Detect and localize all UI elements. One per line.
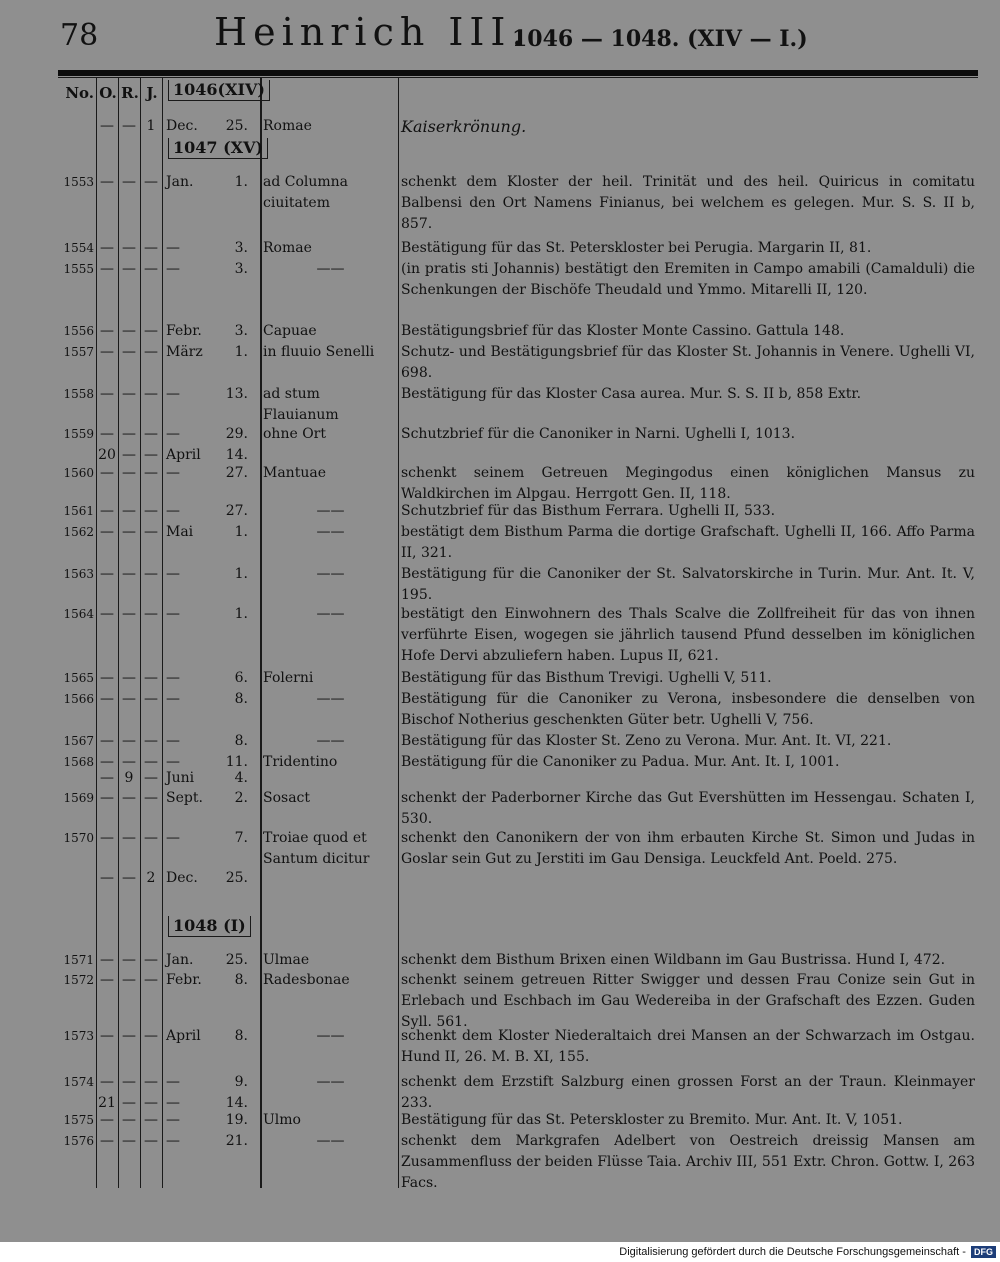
col-j-value: —: [144, 524, 158, 540]
col-j-value: —: [144, 174, 158, 190]
header-rule-thin: [58, 77, 978, 78]
col-j-value: —: [144, 240, 158, 256]
entry-number: 1569: [63, 791, 94, 805]
col-j-value: —: [144, 952, 158, 968]
regest-text: schenkt dem Kloster der heil. Trinität und des heil. Quiricus in comitatu Balbensi den Ort Namens Finianus, bei welchem es gelegen. Mur. S. S. II b, 857.: [401, 174, 975, 232]
entry-number: 1576: [63, 1134, 94, 1148]
page-number: 78: [60, 18, 99, 53]
entry-number: 1560: [63, 466, 94, 480]
col-j-value: —: [144, 691, 158, 707]
col-o-value: —: [100, 754, 114, 770]
col-o-value: —: [100, 261, 114, 277]
col-r-value: —: [122, 754, 136, 770]
month: —: [166, 754, 180, 770]
col-o-value: —: [100, 1112, 114, 1128]
regest-text: Bestätigung für das Kloster St. Zeno zu Verona. Mur. Ant. It. VI, 221.: [401, 733, 892, 749]
regest-text: Schutzbrief für das Bisthum Ferrara. Ughelli II, 533.: [401, 503, 776, 519]
col-header-no: No.: [65, 84, 94, 102]
place: ad stum Flauianum: [263, 386, 339, 423]
col-j-value: —: [144, 972, 158, 988]
regest-text: schenkt dem Bisthum Brixen einen Wildbann im Gau Bustrissa. Hund I, 472.: [401, 952, 946, 968]
month: Febr.: [166, 972, 202, 988]
month: —: [166, 386, 180, 402]
col-o-value: —: [100, 524, 114, 540]
col-o-value: —: [100, 972, 114, 988]
col-r-value: —: [122, 524, 136, 540]
day: 25.: [225, 118, 248, 134]
col-j-value: —: [144, 261, 158, 277]
col-j-value: 1: [146, 118, 156, 134]
entry-number: 1553: [63, 175, 94, 189]
col-r-value: —: [122, 344, 136, 360]
column-divider: [162, 78, 163, 1188]
place: ——: [316, 691, 345, 707]
header-rule: [58, 70, 978, 76]
col-r-value: —: [122, 606, 136, 622]
regest-text: Bestätigung für das Kloster Casa aurea. Mur. S. S. II b, 858 Extr.: [401, 386, 862, 402]
col-o-value: —: [100, 1074, 114, 1090]
place: ——: [316, 524, 345, 540]
col-r-value: —: [122, 1133, 136, 1149]
month: —: [166, 240, 180, 256]
col-r-value: —: [122, 691, 136, 707]
day: 8.: [234, 1028, 248, 1044]
day: 14.: [225, 447, 248, 463]
col-o-value: —: [100, 240, 114, 256]
day: 25.: [225, 870, 248, 886]
col-o-value: —: [100, 118, 114, 134]
month: Jan.: [166, 174, 194, 190]
place: Sosact: [263, 790, 311, 806]
col-header-j: J.: [146, 84, 158, 102]
place: Troiae quod et Santum dicitur: [263, 830, 370, 867]
col-r-value: —: [122, 386, 136, 402]
col-o-value: —: [100, 770, 114, 786]
regest-text: schenkt dem Markgrafen Adelbert von Oestreich dreissig Mansen am Zusammenfluss der beiden Flüsse Taia. Archiv III, 551 Extr. Chron. Gottw. I, 263 Facs.: [401, 1133, 975, 1191]
entry-number: 1559: [63, 427, 94, 441]
entry-number: 1567: [63, 734, 94, 748]
col-r-value: —: [122, 323, 136, 339]
place: in fluuio Senelli: [263, 344, 375, 360]
col-r-value: —: [122, 465, 136, 481]
footer-text: Digitalisierung gefördert durch die Deutsche Forschungsgemeinschaft -: [619, 1246, 966, 1258]
col-j-value: —: [144, 1095, 158, 1111]
col-r-value: —: [122, 240, 136, 256]
entry-number: 1554: [63, 241, 94, 255]
col-j-value: —: [144, 1028, 158, 1044]
col-o-value: —: [100, 691, 114, 707]
col-j-value: —: [144, 465, 158, 481]
day: 27.: [225, 503, 248, 519]
col-j-value: —: [144, 1133, 158, 1149]
month: —: [166, 261, 180, 277]
col-r-value: —: [122, 1112, 136, 1128]
day: 9.: [234, 1074, 248, 1090]
col-o-value: —: [100, 733, 114, 749]
entry-number: 1573: [63, 1029, 94, 1043]
col-o-value: —: [100, 670, 114, 686]
col-j-value: —: [144, 770, 158, 786]
col-o-value: —: [100, 1028, 114, 1044]
year-heading: 1048 (I): [168, 916, 251, 937]
col-j-value: —: [144, 323, 158, 339]
month: März: [166, 344, 203, 360]
month: —: [166, 606, 180, 622]
day: 8.: [234, 972, 248, 988]
place: ——: [316, 1074, 345, 1090]
page-title: Heinrich III.: [214, 10, 530, 54]
month: Jan.: [166, 952, 194, 968]
day: 11.: [225, 754, 248, 770]
regest-text: Bestätigung für die Canoniker zu Verona, insbesondere die denselben von Bischof Notherius geschenkten Güter betr. Ughelli V, 756.: [401, 691, 975, 728]
regest-text: schenkt seinem getreuen Ritter Swigger und dessen Frau Conize sein Gut in Erlebach und Eschbach im Gau Wedereiba in der Grafschaft des Ezzen. Guden Syll. 561.: [401, 972, 975, 1030]
year-heading: 1047 (XV): [168, 138, 268, 159]
col-j-value: —: [144, 790, 158, 806]
col-o-value: —: [100, 344, 114, 360]
col-j-value: —: [144, 566, 158, 582]
col-j-value: —: [144, 426, 158, 442]
col-o-value: —: [100, 465, 114, 481]
col-r-value: —: [122, 1095, 136, 1111]
col-j-value: —: [144, 386, 158, 402]
col-r-value: —: [122, 447, 136, 463]
col-r-value: —: [122, 670, 136, 686]
entry-number: 1571: [63, 953, 94, 967]
col-o-value: —: [100, 1133, 114, 1149]
regest-text: (in pratis sti Johannis) bestätigt den Eremiten in Campo amabili (Camalduli) die Schenkungen der Bischöfe Theudald und Ymmo. Mitarelli II, 120.: [401, 261, 975, 298]
month: —: [166, 503, 180, 519]
regest-text: schenkt seinem Getreuen Megingodus einen königlichen Mansus zu Waldkirchen im Alpgau. Herrgott Gen. II, 118.: [401, 465, 975, 502]
place: Folerni: [263, 670, 314, 686]
col-j-value: —: [144, 447, 158, 463]
day: 29.: [225, 426, 248, 442]
day: 13.: [225, 386, 248, 402]
day: 1.: [234, 174, 248, 190]
month: Dec.: [166, 118, 198, 134]
month: —: [166, 830, 180, 846]
entry-number: 1558: [63, 387, 94, 401]
col-r-value: —: [122, 118, 136, 134]
entry-number: 1568: [63, 755, 94, 769]
month: —: [166, 670, 180, 686]
col-header-o: O.: [99, 84, 117, 102]
place: ——: [316, 261, 345, 277]
place: Romae: [263, 240, 312, 256]
column-divider: [398, 78, 399, 1188]
regest-text: schenkt den Canonikern der von ihm erbauten Kirche St. Simon und Judas in Goslar sein Gut zu Jerstiti im Gau Densiga. Leuckfeld Ant. Poeld. 275.: [401, 830, 975, 867]
col-r-value: —: [122, 952, 136, 968]
col-j-value: —: [144, 1074, 158, 1090]
col-j-value: 2: [146, 870, 156, 886]
col-j-value: —: [144, 606, 158, 622]
month: —: [166, 426, 180, 442]
col-j-value: —: [144, 1112, 158, 1128]
year-heading: 1046(XIV): [168, 80, 270, 101]
col-r-value: —: [122, 1074, 136, 1090]
place: Ulmo: [263, 1112, 301, 1128]
col-o-value: —: [100, 323, 114, 339]
month: —: [166, 566, 180, 582]
footer: [0, 1246, 996, 1258]
month: —: [166, 691, 180, 707]
day: 3.: [234, 261, 248, 277]
col-r-value: —: [122, 503, 136, 519]
place: ad Columna ciuitatem: [263, 174, 349, 211]
place: Tridentino: [263, 754, 338, 770]
col-r-value: —: [122, 261, 136, 277]
place: ——: [316, 606, 345, 622]
entry-number: 1556: [63, 324, 94, 338]
col-o-value: 21: [98, 1095, 116, 1111]
col-j-value: —: [144, 344, 158, 360]
month: —: [166, 1133, 180, 1149]
col-j-value: —: [144, 754, 158, 770]
col-o-value: —: [100, 830, 114, 846]
col-r-value: —: [122, 870, 136, 886]
day: 7.: [234, 830, 248, 846]
column-divider: [140, 78, 141, 1188]
day: 19.: [225, 1112, 248, 1128]
entry-number: 1562: [63, 525, 94, 539]
col-r-value: —: [122, 1028, 136, 1044]
col-o-value: —: [100, 606, 114, 622]
col-r-value: —: [122, 972, 136, 988]
entry-number: 1566: [63, 692, 94, 706]
month: —: [166, 1074, 180, 1090]
column-divider: [96, 78, 97, 1188]
entry-number: 1565: [63, 671, 94, 685]
place: ——: [316, 1028, 345, 1044]
regest-text: Bestätigungsbrief für das Kloster Monte Cassino. Gattula 148.: [401, 323, 845, 339]
entry-number: 1570: [63, 831, 94, 845]
col-o-value: —: [100, 870, 114, 886]
month: Sept.: [166, 790, 203, 806]
month: Mai: [166, 524, 194, 540]
day: 27.: [225, 465, 248, 481]
day: 3.: [234, 323, 248, 339]
day: 4.: [234, 770, 248, 786]
place: Radesbonae: [263, 972, 350, 988]
month: —: [166, 1112, 180, 1128]
col-j-value: —: [144, 503, 158, 519]
col-r-value: 9: [124, 770, 134, 786]
day: 6.: [234, 670, 248, 686]
month: Juni: [166, 770, 195, 786]
day: 2.: [234, 790, 248, 806]
col-o-value: —: [100, 503, 114, 519]
month: April: [166, 447, 201, 463]
month: April: [166, 1028, 201, 1044]
regest-text: schenkt dem Erzstift Salzburg einen grossen Forst an der Traun. Kleinmayer 233.: [401, 1074, 975, 1111]
col-j-value: —: [144, 670, 158, 686]
column-divider: [260, 78, 262, 1188]
regest-text: Schutzbrief für die Canoniker in Narni. Ughelli I, 1013.: [401, 426, 796, 442]
day: 1.: [234, 344, 248, 360]
regest-text: Bestätigung für das St. Peterskloster zu Bremito. Mur. Ant. It. V, 1051.: [401, 1112, 903, 1128]
day: 14.: [225, 1095, 248, 1111]
place: ohne Ort: [263, 426, 326, 442]
dfg-logo: DFG: [971, 1246, 996, 1258]
col-o-value: —: [100, 426, 114, 442]
month: —: [166, 733, 180, 749]
day: 25.: [225, 952, 248, 968]
place: Romae: [263, 118, 312, 134]
month: —: [166, 1095, 180, 1111]
regest-text: Bestätigung für das St. Peterskloster bei Perugia. Margarin II, 81.: [401, 240, 872, 256]
month: Dec.: [166, 870, 198, 886]
day: 8.: [234, 691, 248, 707]
place: Ulmae: [263, 952, 310, 968]
regest-text: schenkt der Paderborner Kirche das Gut Evershütten im Hessengau. Schaten I, 530.: [401, 790, 975, 827]
col-r-value: —: [122, 830, 136, 846]
year-range: 1046 — 1048. (XIV — I.): [512, 26, 808, 52]
col-r-value: —: [122, 733, 136, 749]
regest-text: Kaiserkrönung.: [401, 117, 527, 136]
place: Capuae: [263, 323, 317, 339]
col-r-value: —: [122, 174, 136, 190]
day: 1.: [234, 524, 248, 540]
day: 1.: [234, 566, 248, 582]
month: —: [166, 465, 180, 481]
regest-text: Schutz- und Bestätigungsbrief für das Kloster St. Johannis in Venere. Ughelli VI, 698.: [401, 344, 975, 381]
day: 3.: [234, 240, 248, 256]
place: Mantuae: [263, 465, 326, 481]
regest-text: bestätigt dem Bisthum Parma die dortige Grafschaft. Ughelli II, 166. Affo Parma II, 321.: [401, 524, 975, 561]
regest-text: schenkt dem Kloster Niederaltaich drei Mansen an der Schwarzach im Ostgau. Hund II, 26. M. B. XI, 155.: [401, 1028, 975, 1065]
col-o-value: 20: [98, 447, 116, 463]
col-o-value: —: [100, 566, 114, 582]
regest-text: Bestätigung für die Canoniker der St. Salvatorskirche in Turin. Mur. Ant. It. V, 195.: [401, 566, 975, 603]
entry-number: 1564: [63, 607, 94, 621]
col-j-value: —: [144, 830, 158, 846]
place: ——: [316, 733, 345, 749]
col-o-value: —: [100, 952, 114, 968]
entry-number: 1563: [63, 567, 94, 581]
place: ——: [316, 566, 345, 582]
place: ——: [316, 1133, 345, 1149]
place: ——: [316, 503, 345, 519]
col-o-value: —: [100, 386, 114, 402]
col-r-value: —: [122, 566, 136, 582]
regest-text: Bestätigung für die Canoniker zu Padua. Mur. Ant. It. I, 1001.: [401, 754, 840, 770]
col-j-value: —: [144, 733, 158, 749]
day: 8.: [234, 733, 248, 749]
day: 1.: [234, 606, 248, 622]
regest-text: Bestätigung für das Bisthum Trevigi. Ughelli V, 511.: [401, 670, 772, 686]
col-o-value: —: [100, 790, 114, 806]
column-divider: [118, 78, 119, 1188]
entry-number: 1574: [63, 1075, 94, 1089]
col-header-r: R.: [121, 84, 139, 102]
entry-number: 1557: [63, 345, 94, 359]
regest-text: bestätigt den Einwohnern des Thals Scalve die Zollfreiheit für das von ihnen verführte Eisen, wogegen sie jährlich tausend Pfund desselben im königlichen Hofe Dervi abzuliefern haben. Lupus II, 621.: [401, 606, 975, 664]
col-r-value: —: [122, 790, 136, 806]
month: Febr.: [166, 323, 202, 339]
entry-number: 1561: [63, 504, 94, 518]
col-r-value: —: [122, 426, 136, 442]
entry-number: 1555: [63, 262, 94, 276]
entry-number: 1572: [63, 973, 94, 987]
col-o-value: —: [100, 174, 114, 190]
entry-number: 1575: [63, 1113, 94, 1127]
day: 21.: [225, 1133, 248, 1149]
